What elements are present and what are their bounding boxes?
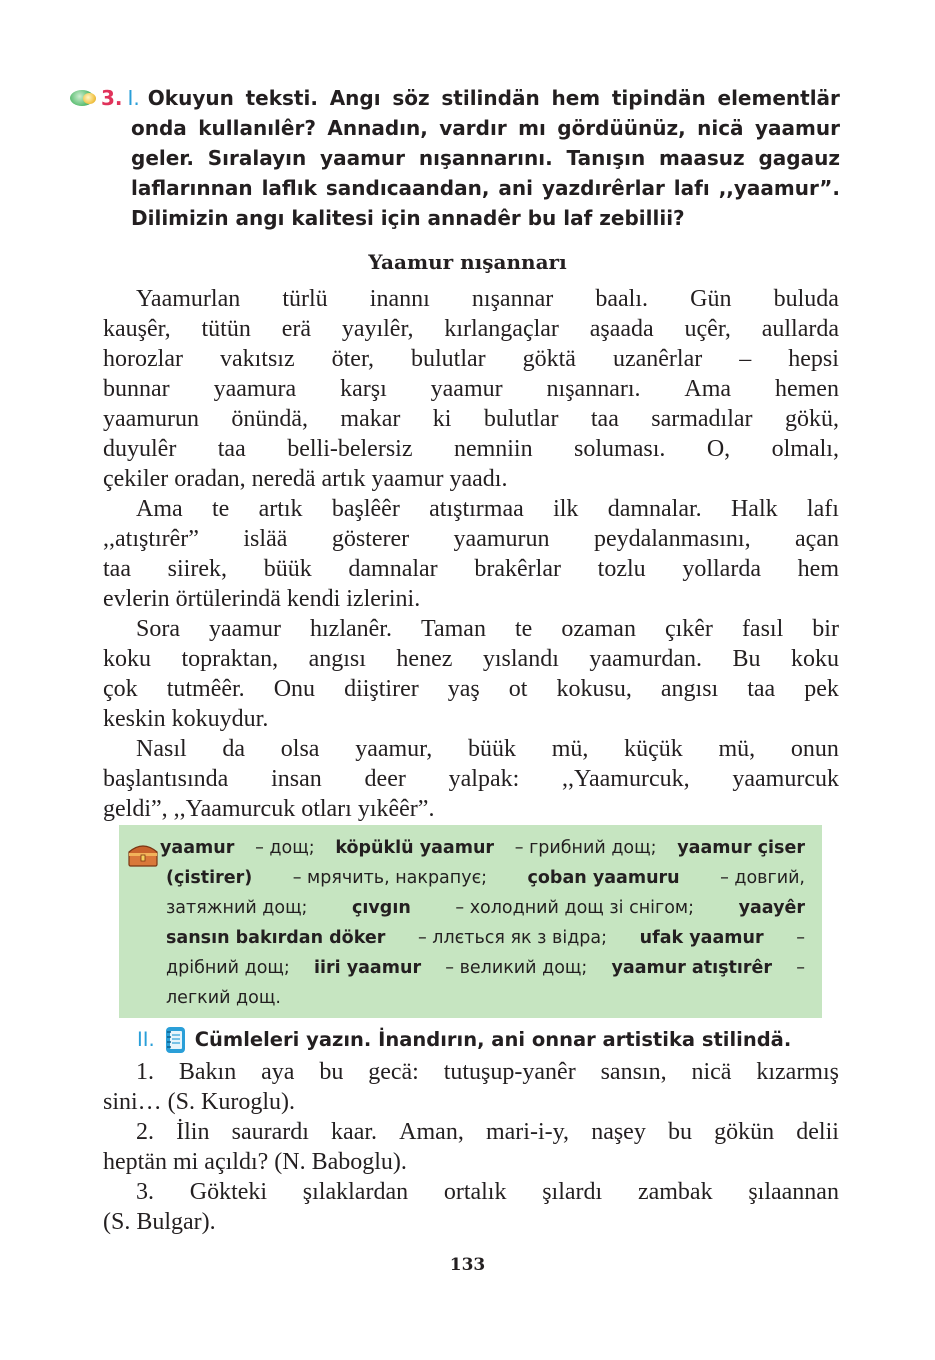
word: ortalık	[443, 1179, 507, 1205]
glossary-term: (çistirer)	[166, 868, 253, 888]
glossary-term: yaamur atıştırêr	[611, 958, 773, 978]
task-1-head	[70, 83, 234, 113]
task-1	[70, 83, 840, 233]
word: ki	[432, 406, 452, 432]
glossary-translation: – холодний дощ зі снігом;	[455, 898, 695, 918]
word: Ama	[136, 496, 183, 522]
word: henez	[396, 646, 453, 672]
word: koku	[103, 646, 151, 672]
task-1-line	[70, 83, 840, 113]
glossary-translation: –	[796, 928, 805, 948]
text-line	[103, 704, 839, 734]
word: Ama	[684, 376, 732, 402]
text-line	[103, 794, 839, 824]
word: atıştırmaa	[429, 496, 524, 522]
task-word: Tanışın	[566, 146, 646, 170]
text-line	[103, 734, 839, 764]
word: sini… (S. Kuroglu).	[103, 1089, 295, 1115]
sentence-line	[103, 1207, 839, 1237]
word: vakıtsız	[219, 346, 295, 372]
word: şılardı	[542, 1179, 603, 1205]
glossary-term: yaayêr	[738, 898, 805, 918]
task-word: tipindän	[611, 86, 706, 110]
task-word: Dilimizin angı kalitesi için annadêr bu laf zebillii?	[131, 206, 685, 230]
word: şılaklardan	[302, 1179, 409, 1205]
text-line	[103, 494, 839, 524]
task-word: kullanılêr?	[198, 116, 316, 140]
word: taa	[103, 556, 131, 582]
word: Aman,	[399, 1119, 464, 1145]
word: angısı	[308, 646, 366, 672]
word: naşey	[591, 1119, 646, 1145]
word: ot	[508, 676, 528, 702]
word: –	[739, 346, 752, 372]
glossary-term: çoban yaamuru	[527, 868, 680, 888]
word: bulutlar	[410, 346, 486, 372]
word: Gün	[690, 286, 732, 312]
word: geldi”, ,,Yaamurcuk otları yıkêêr”.	[103, 796, 435, 822]
word: yıslandı	[482, 646, 559, 672]
word: aşaada	[589, 316, 654, 342]
word: Onu	[273, 676, 316, 702]
word: yollarda	[682, 556, 761, 582]
word: bunnar	[103, 376, 170, 402]
word: taa	[747, 676, 776, 702]
task-word: Angı	[329, 86, 381, 110]
task-roman: I.	[127, 86, 140, 110]
glossary-translation: затяжний дощ;	[166, 898, 308, 918]
word: hem	[797, 556, 839, 582]
glossary-translation: дрібний дощ;	[166, 958, 290, 978]
word: olsa	[280, 736, 320, 762]
sentence-line	[103, 1117, 839, 1147]
word: yaamurun	[453, 526, 550, 552]
word: mü,	[718, 736, 756, 762]
text-line	[103, 284, 839, 314]
text-line	[103, 584, 839, 614]
glossary-translation: легкий дощ.	[166, 988, 281, 1008]
text-line	[103, 614, 839, 644]
word: kızarmış	[756, 1059, 839, 1085]
task-word: lafı	[673, 176, 710, 200]
task-word: laflarınnan	[131, 176, 253, 200]
word: erä	[281, 316, 311, 342]
word: Gökteki	[189, 1179, 268, 1205]
word: tütün	[201, 316, 251, 342]
word: öter,	[331, 346, 374, 372]
word: yaamurun	[103, 406, 199, 432]
task-word: geler.	[131, 146, 194, 170]
word: kauşêr,	[103, 316, 171, 342]
word: küçük	[624, 736, 683, 762]
task-word: yaamur	[320, 146, 406, 170]
word: islää	[243, 526, 288, 552]
text-line	[103, 434, 839, 464]
text-line	[103, 374, 839, 404]
glossary-line	[166, 863, 805, 893]
word: hepsi	[788, 346, 839, 372]
word: makar	[340, 406, 401, 432]
word: Taman	[420, 616, 486, 642]
word: gökü,	[784, 406, 839, 432]
word: uçêr,	[684, 316, 731, 342]
word: taa	[590, 406, 619, 432]
word: tutuşup-yanêr	[443, 1059, 576, 1085]
text-line	[103, 344, 839, 374]
word: yaamurcuk	[732, 766, 839, 792]
task-word: maasuz	[659, 146, 745, 170]
word: çıkêr	[664, 616, 713, 642]
word: peydalanmasını,	[593, 526, 751, 552]
text-line	[103, 314, 839, 344]
word: önündä,	[231, 406, 309, 432]
word: insan	[271, 766, 322, 792]
word: lafı	[806, 496, 839, 522]
glossary-translation: – мрячить, накрапує;	[292, 868, 488, 888]
task-word: yaamur	[754, 116, 840, 140]
notebook-icon	[163, 1026, 187, 1054]
task-word: Okuyun	[147, 86, 234, 110]
word: bir	[812, 616, 839, 642]
word: bu	[319, 1059, 344, 1085]
word: siirek,	[167, 556, 227, 582]
text-line	[103, 404, 839, 434]
text-line	[103, 554, 839, 584]
task-word: nışannarını.	[418, 146, 553, 170]
word: ozaman	[561, 616, 636, 642]
glossary-translation: – довгий,	[720, 868, 805, 888]
word: baalı.	[595, 286, 648, 312]
task-word: laflık	[261, 176, 317, 200]
glossary-translation: – грибний дощ;	[514, 838, 657, 858]
word: buluda	[773, 286, 839, 312]
glossary-translation: – дощ;	[255, 838, 315, 858]
word: yalpak:	[448, 766, 520, 792]
word: keskin kokuydur.	[103, 706, 269, 732]
word: artık	[258, 496, 303, 522]
word: göktä	[522, 346, 576, 372]
word: yayılêr,	[341, 316, 414, 342]
sentence-line	[103, 1057, 839, 1087]
task-word: ,,yaamur”.	[718, 176, 840, 200]
task-word: nicä	[697, 116, 744, 140]
glossary-translation: – великий дощ;	[445, 958, 588, 978]
treasure-chest-icon	[127, 842, 159, 868]
word: yaamurdan.	[589, 646, 702, 672]
word: Sora	[136, 616, 180, 642]
word: 2.	[136, 1119, 154, 1145]
glossary-term: yaamur çiser	[677, 838, 805, 858]
word: ,,atıştırêr”	[103, 526, 199, 552]
task-word: vardır	[439, 116, 507, 140]
word: açan	[795, 526, 839, 552]
word: yaş	[447, 676, 480, 702]
task-1-line	[70, 113, 840, 143]
word: ilk	[553, 496, 579, 522]
task-word: Sıralayın	[207, 146, 307, 170]
word: pek	[804, 676, 839, 702]
word: yaamura	[213, 376, 297, 402]
word: çekiler oradan, neredä artık yaamur yaadı.	[103, 466, 508, 492]
word: (S. Bulgar).	[103, 1209, 216, 1235]
word: Nasıl	[136, 736, 187, 762]
glossary-translation: – ллється як з відра;	[417, 928, 608, 948]
word: şılaannan	[748, 1179, 839, 1205]
text-line	[103, 764, 839, 794]
word: brakêrlar	[474, 556, 561, 582]
task-word: teksti.	[245, 86, 318, 110]
word: gökün	[714, 1119, 775, 1145]
glossary-term: ufak yaamur	[639, 928, 764, 948]
word: taa	[217, 436, 246, 462]
bubble-icon	[70, 88, 98, 108]
word: zambak	[637, 1179, 713, 1205]
glossary-term: köpüklü yaamur	[335, 838, 495, 858]
word: başlêêr	[331, 496, 400, 522]
text-title: Yaamur nışannarı	[368, 250, 567, 274]
word: diiştirer	[344, 676, 419, 702]
sentence-line	[103, 1087, 839, 1117]
word: Bu	[732, 646, 761, 672]
word: gecä:	[368, 1059, 419, 1085]
word: büük	[263, 556, 312, 582]
task-2	[137, 1025, 791, 1055]
word: onun	[790, 736, 839, 762]
word: büük	[467, 736, 516, 762]
word: horozlar	[103, 346, 183, 372]
word: Halk	[730, 496, 778, 522]
task-word: onda	[131, 116, 187, 140]
task-word: hem	[551, 86, 601, 110]
word: evlerin örtülerindä kendi izlerini.	[103, 586, 421, 612]
word: Yaamurlan	[136, 286, 241, 312]
word: O,	[706, 436, 731, 462]
word: hızlanêr.	[310, 616, 392, 642]
word: damnalar	[348, 556, 438, 582]
text-line	[103, 644, 839, 674]
glossary-term: yaamur	[160, 838, 235, 858]
word: gösterer	[331, 526, 410, 552]
task-1-line	[70, 203, 840, 233]
glossary-term: iiri yaamur	[314, 958, 422, 978]
task-word: ani	[498, 176, 533, 200]
word: tozlu	[597, 556, 646, 582]
word: karşı	[340, 376, 387, 402]
text-line	[103, 464, 839, 494]
task-word: elementlär	[717, 86, 840, 110]
word: nışannarı.	[546, 376, 641, 402]
glossary-line	[160, 833, 805, 863]
glossary-translation: –	[796, 958, 805, 978]
word: sarmadılar	[651, 406, 753, 432]
word: kokusu,	[556, 676, 632, 702]
word: yaamur	[209, 616, 281, 642]
word: ,,Yaamurcuk,	[562, 766, 690, 792]
sentences	[103, 1057, 839, 1237]
word: belli-belersiz	[287, 436, 413, 462]
word: çok	[103, 676, 138, 702]
glossary-text	[160, 833, 805, 1013]
word: te	[514, 616, 533, 642]
text-line	[103, 674, 839, 704]
main-text	[103, 284, 839, 824]
glossary-term: sansın bakırdan döker	[166, 928, 386, 948]
word: aullarda	[761, 316, 839, 342]
task-word: Annadın,	[327, 116, 428, 140]
word: duyulêr	[103, 436, 177, 462]
word: te	[211, 496, 230, 522]
word: türlü	[282, 286, 328, 312]
word: hemen	[774, 376, 839, 402]
word: damnalar.	[607, 496, 702, 522]
sentence-line	[103, 1177, 839, 1207]
word: başlantısında	[103, 766, 229, 792]
word: kaar.	[331, 1119, 378, 1145]
word: nicä	[691, 1059, 732, 1085]
word: olmalı,	[771, 436, 839, 462]
word: Bakın	[178, 1059, 237, 1085]
word: saurardı	[231, 1119, 309, 1145]
word: topraktan,	[181, 646, 279, 672]
glossary-box	[119, 825, 822, 1018]
sentence-line	[103, 1147, 839, 1177]
word: nemniin	[453, 436, 533, 462]
task-number: 3.	[101, 86, 123, 110]
task-2-roman: II.	[137, 1028, 155, 1051]
word: tutmêêr.	[166, 676, 245, 702]
task-word: stilindän	[441, 86, 540, 110]
word: bu	[667, 1119, 692, 1145]
word: mü,	[551, 736, 589, 762]
word: delii	[796, 1119, 839, 1145]
word: uzanêrlar	[612, 346, 703, 372]
word: aya	[261, 1059, 295, 1085]
word: nışannar	[471, 286, 554, 312]
word: sansın,	[600, 1059, 667, 1085]
word: mari-i-y,	[485, 1119, 570, 1145]
word: deer	[364, 766, 406, 792]
word: soluması.	[574, 436, 666, 462]
glossary-line	[166, 983, 805, 1013]
task-word: gördüünüz,	[557, 116, 686, 140]
task-1-line	[70, 173, 840, 203]
glossary-line	[166, 923, 805, 953]
task-word: mı	[518, 116, 546, 140]
glossary-line	[166, 953, 805, 983]
task-2-text: Cümleleri yazın. İnandırın, ani onnar artistika stilindä.	[194, 1028, 792, 1051]
word: bulutlar	[483, 406, 559, 432]
word: İlin	[176, 1119, 210, 1145]
word: 3.	[136, 1179, 154, 1205]
word: inannı	[369, 286, 430, 312]
task-word: sandıcaandan,	[325, 176, 490, 200]
glossary-term: çıvgın	[352, 898, 411, 918]
word: angısı	[660, 676, 719, 702]
word: 1.	[136, 1059, 154, 1085]
word: da	[222, 736, 246, 762]
word: koku	[790, 646, 839, 672]
glossary-line	[166, 893, 805, 923]
word: yaamur,	[355, 736, 433, 762]
task-word: yazdırêrlar	[541, 176, 665, 200]
word: heptän mi açıldı? (N. Baboglu).	[103, 1149, 407, 1175]
word: kırlangaçlar	[444, 316, 559, 342]
text-line	[103, 524, 839, 554]
task-1-line	[70, 143, 840, 173]
task-word: söz	[392, 86, 430, 110]
word: yaamur	[430, 376, 503, 402]
task-word: gagauz	[758, 146, 840, 170]
word: fasıl	[741, 616, 784, 642]
page-number: 133	[449, 1255, 486, 1275]
